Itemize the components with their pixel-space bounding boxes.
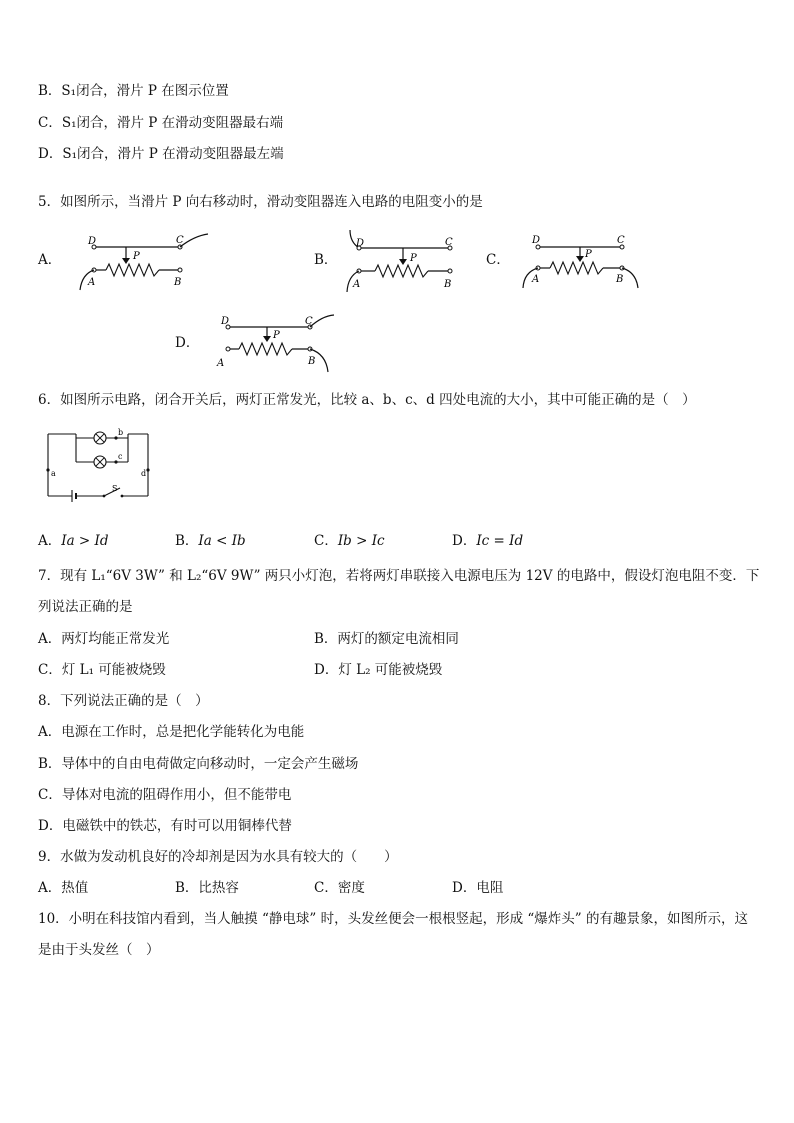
- label-d: D: [88, 236, 97, 247]
- q8-option-d: D．电磁铁中的铁芯，有时可以用铜棒代替: [38, 818, 292, 834]
- label-c: C: [445, 237, 453, 248]
- label-p: P: [585, 249, 592, 260]
- label-p: P: [273, 330, 280, 341]
- q9-option-d: D．电阻: [452, 880, 504, 896]
- label-d: D: [532, 235, 541, 246]
- label-a: A: [532, 274, 540, 285]
- label-d: D: [356, 238, 365, 249]
- rheostat-diagram-a: [76, 230, 216, 292]
- q5-option-a-label: A．: [38, 252, 62, 268]
- label-b: B: [308, 356, 316, 367]
- label-p: P: [410, 253, 417, 264]
- q8-option-c: C．导体对电流的阻碍作用小，但不能带电: [38, 787, 292, 803]
- q9-option-b: B．比热容: [175, 880, 239, 896]
- label-c: C: [176, 235, 184, 246]
- q4-option-c: C．S₁闭合，滑片 P 在滑动变阻器最右端: [38, 115, 284, 131]
- label-a: A: [353, 279, 361, 290]
- q8-stem: 8．下列说法正确的是（ ）: [38, 693, 209, 709]
- label-c: C: [617, 235, 625, 246]
- label-a: A: [88, 277, 96, 288]
- q7-option-c: C．灯 L₁ 可能被烧毁: [38, 662, 166, 678]
- q6-option-c: C．Ib > Ic: [314, 533, 385, 549]
- q4-option-d: D．S₁闭合，滑片 P 在滑动变阻器最左端: [38, 146, 284, 162]
- q9-option-c: C．密度: [314, 880, 365, 896]
- q6-option-d: D．Ic = Id: [452, 533, 524, 549]
- q6-stem: 6．如图所示电路，闭合开关后，两灯正常发光，比较 a、b、c、d 四处电流的大小，其中可能正确的是（ ）: [38, 392, 696, 408]
- q6-option-a: A．Ia > Id: [38, 533, 109, 549]
- label-d: D: [221, 316, 230, 327]
- q9-stem: 9．水做为发动机良好的冷却剂是因为水具有较大的（ ）: [38, 849, 398, 865]
- q7-option-b: B．两灯的额定电流相同: [314, 631, 459, 647]
- q9-option-a: A．热值: [38, 880, 89, 896]
- label-b: B: [444, 279, 452, 290]
- q7-option-a: A．两灯均能正常发光: [38, 631, 170, 647]
- rheostat-diagram-b: [340, 228, 465, 294]
- label-b: B: [616, 274, 624, 285]
- label-b: B: [174, 277, 182, 288]
- q5-stem: 5．如图所示，当滑片 P 向右移动时，滑动变阻器连入电路的电阻变小的是: [38, 194, 483, 210]
- point-c-label: c: [118, 452, 123, 461]
- q10-stem: 10．小明在科技馆内看到，当人触摸 “静电球” 时，头发丝便会一根根竖起，形成 “爆炸头” 的有趣景象，如图所示，这是由于头发丝（ ）: [38, 911, 748, 958]
- q4-option-b: B．S₁闭合，滑片 P 在图示位置: [38, 83, 229, 99]
- q7-stem: 7．现有 L₁“6V 3W” 和 L₂“6V 9W” 两只小灯泡，若将两灯串联接入电源电压为 12V 的电路中，假设灯泡电阻不变．下列说法正确的是: [38, 568, 760, 615]
- q6-option-b: B．Ia < Ib: [175, 533, 246, 549]
- q5-option-c-label: C．: [486, 252, 510, 268]
- q5-option-b-label: B．: [314, 252, 338, 268]
- label-a: A: [217, 358, 225, 369]
- q6-circuit-diagram: [38, 424, 158, 502]
- label-p: P: [133, 251, 140, 262]
- q5-option-d-label: D．: [175, 335, 200, 351]
- point-d-label: d: [141, 469, 147, 478]
- point-a-label: a: [51, 469, 56, 478]
- label-c: C: [305, 316, 313, 327]
- q8-option-a: A．电源在工作时，总是把化学能转化为电能: [38, 724, 305, 740]
- q7-option-d: D．灯 L₂ 可能被烧毁: [314, 662, 443, 678]
- rheostat-diagram-c: [520, 230, 645, 292]
- point-b-label: b: [118, 428, 124, 437]
- q8-option-b: B．导体中的自由电荷做定向移动时，一定会产生磁场: [38, 756, 359, 772]
- switch-label: S: [112, 484, 118, 493]
- rheostat-diagram-d: [212, 312, 342, 374]
